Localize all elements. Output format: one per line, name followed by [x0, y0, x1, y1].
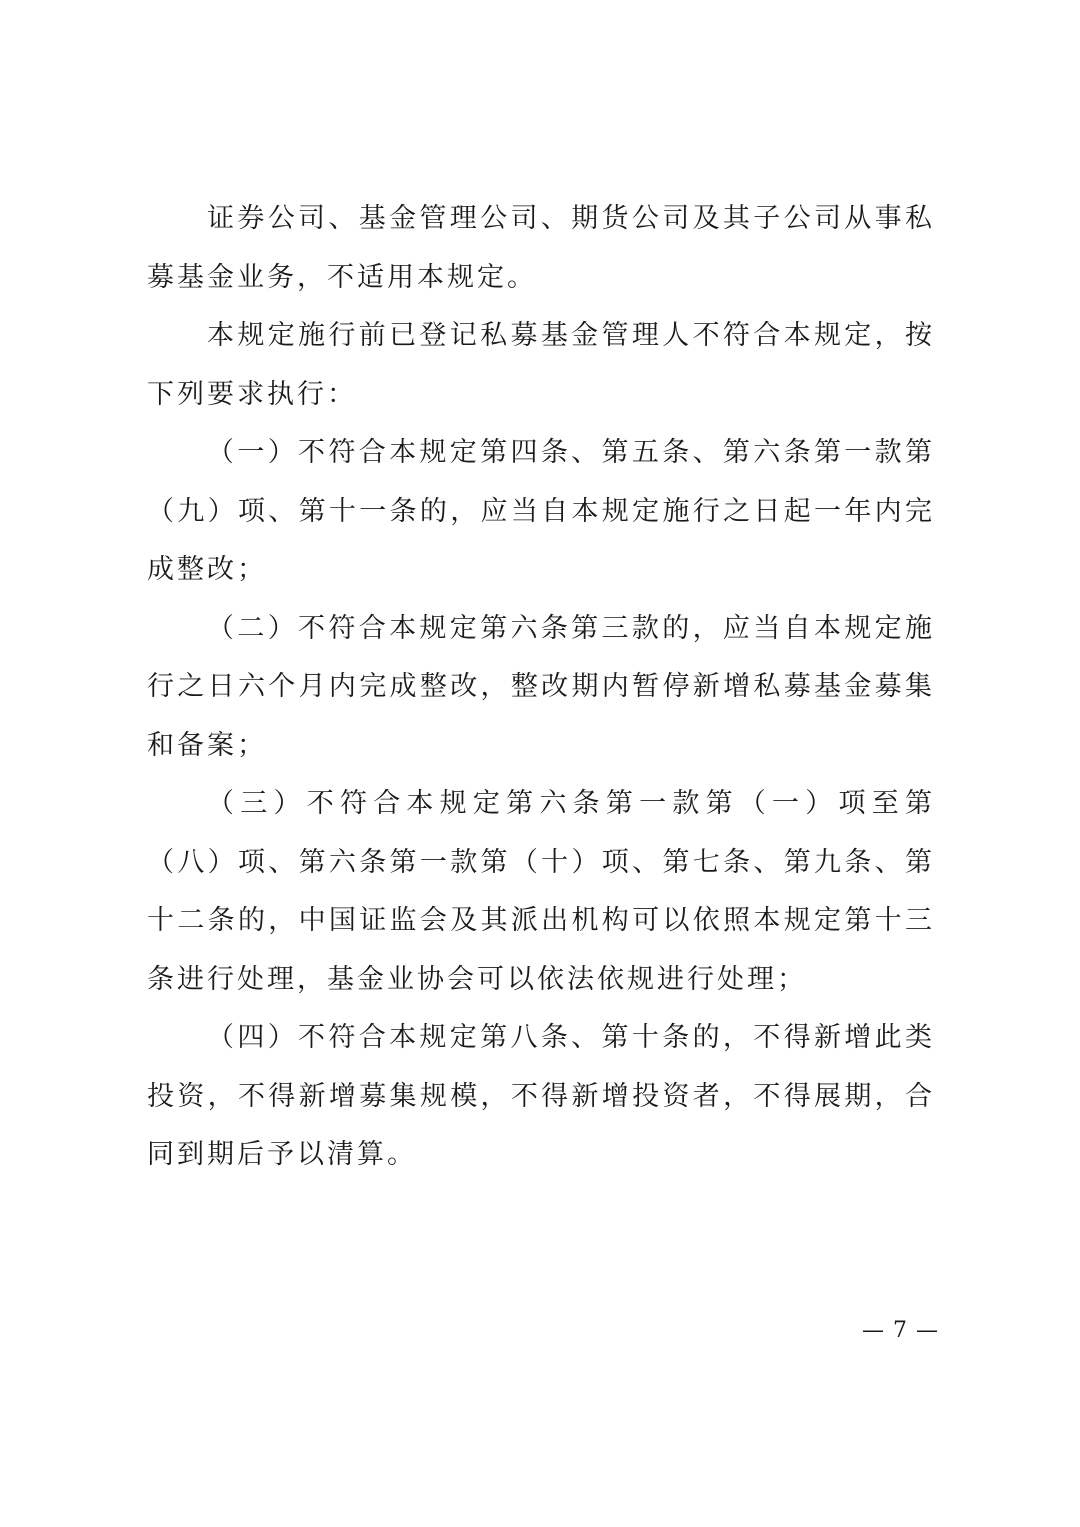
paragraph-item-4: （四）不符合本规定第八条、第十条的，不得新增此类投资，不得新增募集规模，不得新增投资者，不得展期，合同到期后予以清算。 [147, 1022, 935, 1170]
paragraph-scope: 证券公司、基金管理公司、期货公司及其子公司从事私募基金业务，不适用本规定。 [147, 203, 935, 293]
paragraph-item-3: （三）不符合本规定第六条第一款第（一）项至第（八）项、第六条第一款第（十）项、第七条、第九条、第十二条的，中国证监会及其派出机构可以依照本规定第十三条进行处理，基金业协会可以依法依规进行处理； [147, 788, 935, 995]
document-body [147, 190, 935, 1185]
paragraph-transition-intro: 本规定施行前已登记私募基金管理人不符合本规定，按下列要求执行： [147, 320, 935, 410]
paragraph-item-1: （一）不符合本规定第四条、第五条、第六条第一款第（九）项、第十一条的，应当自本规定施行之日起一年内完成整改； [147, 437, 935, 585]
paragraph-item-2: （二）不符合本规定第六条第三款的，应当自本规定施行之日六个月内完成整改，整改期内暂停新增私募基金募集和备案； [147, 612, 935, 761]
page-number: — 7 — [862, 1318, 939, 1343]
